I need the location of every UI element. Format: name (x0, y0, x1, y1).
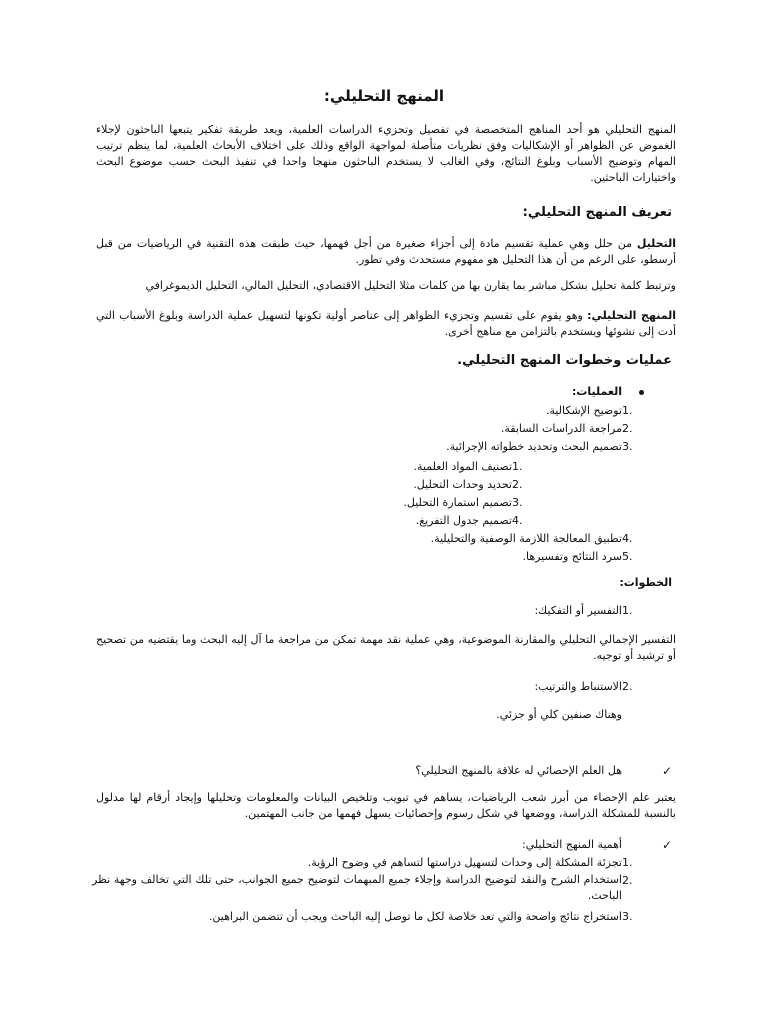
importance-heading: أهمية المنهج التحليلي: (522, 838, 622, 851)
method-definition-paragraph (96, 308, 676, 340)
step-title: التفسير أو التفكيك: (534, 604, 622, 617)
importance-item (92, 872, 672, 906)
importance-item-text: استخدام الشرح والنقد لتوضيح الدراسة وإجلاء جميع المبهمات لتوضيح جميع الجوانب، حتى تلك التي تخالف وجهة نظر الباحث. (92, 873, 622, 902)
list-item-number: 5. (622, 550, 633, 563)
list-item-number: 1. (622, 404, 633, 417)
step-item (92, 602, 672, 620)
sub-list-item-text: تصميم جدول التفريغ. (415, 514, 512, 527)
sub-list-item-number: 4. (512, 514, 523, 527)
importance-heading-row (92, 836, 672, 854)
definition-text: من حلل وهي عملية تقسيم مادة إلى أجزاء صغيرة من أجل فهمها، حيث طبقت هذه التقنية في الرياضيات من قبل أرسطو، على الرغم من أن هذا التحليل هو مفهوم مستحدث وفي تطور. (96, 237, 676, 266)
list-item-number: 3. (622, 440, 633, 453)
list-item (92, 530, 672, 548)
importance-item (92, 908, 672, 926)
list-item-text: تصميم البحث وتحديد خطواته الإجرائية. (446, 440, 622, 453)
importance-item-number: 1. (622, 856, 633, 869)
list-item (92, 548, 672, 566)
definition-related-paragraph: وترتبط كلمة تحليل بشكل مباشر بما يقارن بها من كلمات مثلا التحليل الاقتصادي، التحليل المالي، التحليل الديموغرافي (145, 279, 676, 292)
sub-list-item (92, 512, 672, 530)
operations-label: العمليات: (571, 385, 622, 398)
list-item-text: مراجعة الدراسات السابقة. (500, 422, 622, 435)
sub-list-item-number: 1. (512, 460, 523, 473)
steps-label: الخطوات: (619, 576, 672, 589)
importance-item-text: استخراج نتائج واضحة والتي تعد خلاصة لكل ما توصل إليه الباحث ويجب أن تتضمن البراهين. (208, 910, 622, 923)
list-item (92, 438, 672, 456)
step-number: 2. (622, 680, 633, 693)
sub-list-item-text: تصنيف المواد العلمية. (413, 460, 512, 473)
sub-list-item (92, 458, 672, 476)
list-item-text: تطبيق المعالجة اللازمة الوصفية والتحليلية. (430, 532, 622, 545)
importance-item-number: 2. (622, 874, 633, 887)
operations-heading: عمليات وخطوات المنهج التحليلي. (457, 353, 672, 368)
list-item-number: 2. (622, 422, 633, 435)
list-item-text: سرد النتائج وتفسيرها. (522, 550, 622, 563)
stats-question-row (92, 762, 672, 780)
importance-item (92, 854, 672, 872)
list-item-number: 4. (622, 532, 633, 545)
list-item (92, 402, 672, 420)
definition-heading: تعريف المنهج التحليلي: (522, 205, 672, 220)
page-title: المنهج التحليلي: (323, 87, 445, 105)
definition-term: التحليل (636, 237, 676, 250)
steps-label-row (92, 574, 672, 592)
list-item (92, 420, 672, 438)
operations-label-row (92, 383, 672, 401)
bullet-dot (639, 390, 644, 395)
method-term: المنهج التحليلي: (587, 309, 676, 322)
step-body-row (92, 706, 672, 724)
check-mark-icon: ✓ (661, 838, 672, 852)
sub-list-item-text: تحديد وحدات التحليل. (413, 478, 512, 491)
definition-paragraph (96, 236, 676, 268)
method-text: وهو يقوم على تقسيم وتجزيء الظواهر إلى عناصر أولية تكونها لتسهيل عملية الدراسة وبلوغ الأسباب التي أدت إلى نشوئها ويستخدم بالتزامن مع مناهج أخرى. (96, 309, 676, 338)
sub-list-item (92, 476, 672, 494)
step-title: الاستنباط والترتيب: (534, 680, 622, 693)
step-item (92, 678, 672, 696)
sub-list-item (92, 494, 672, 512)
list-item-text: توضيح الإشكالية. (545, 404, 622, 417)
stats-question: هل العلم الإحصائي له علاقة بالمنهج التحليلي؟ (415, 764, 622, 777)
sub-list-item-text: تصميم استمارة التحليل. (403, 496, 512, 509)
step-number: 1. (622, 604, 633, 617)
importance-item-number: 3. (622, 910, 633, 923)
stats-answer: يعتبر علم الإحصاء من أبرز شعب الرياضيات، يساهم في تبويب وتلخيص البيانات والمعلومات وتحليلها وإيجاد أرقام لها مدلول بالنسبة للمشكلة الدراسة، ووضعها في شكل رسوم وإحصائيات يسهل فهمها من جانب المهتمين. (96, 791, 676, 820)
intro-paragraph: المنهج التحليلي هو أحد المناهج المتخصصة في تفصيل وتجزيء الدراسات العلمية، ويعد طريقة تفكير يتبعها الباحثون لإجلاء الغموض عن الظواهر أو الإشكاليات وفق نظريات متأصلة لمواجهة الواقع وذلك على اختلاف الأبحاث العلمية، لما ينظم ترتيب المهام وتوضيح الأسباب وبلوغ النتائج، وفي الغالب لا يستخدم الباحثون منهجا واحدا في تنفيذ البحث حسب موضوع البحث واختيارات الباحثين. (96, 123, 676, 184)
sub-list-item-number: 3. (512, 496, 523, 509)
step-body: التفسير الإجمالي التحليلي والمقارنة الموضوعية، وهي عملية نقد مهمة تمكن من مراجعة ما آل إليه البحث وما يقتضيه من تصحيح أو ترشيد أو توجيه. (96, 633, 676, 662)
sub-list-item-number: 2. (512, 478, 523, 491)
check-mark-icon: ✓ (661, 764, 672, 778)
importance-item-text: تجزئة المشكلة إلى وحدات لتسهيل دراستها لتساهم في وضوح الرؤية. (307, 856, 622, 869)
step-body: وهناك صنفين كلي أو جزئي. (496, 708, 622, 721)
